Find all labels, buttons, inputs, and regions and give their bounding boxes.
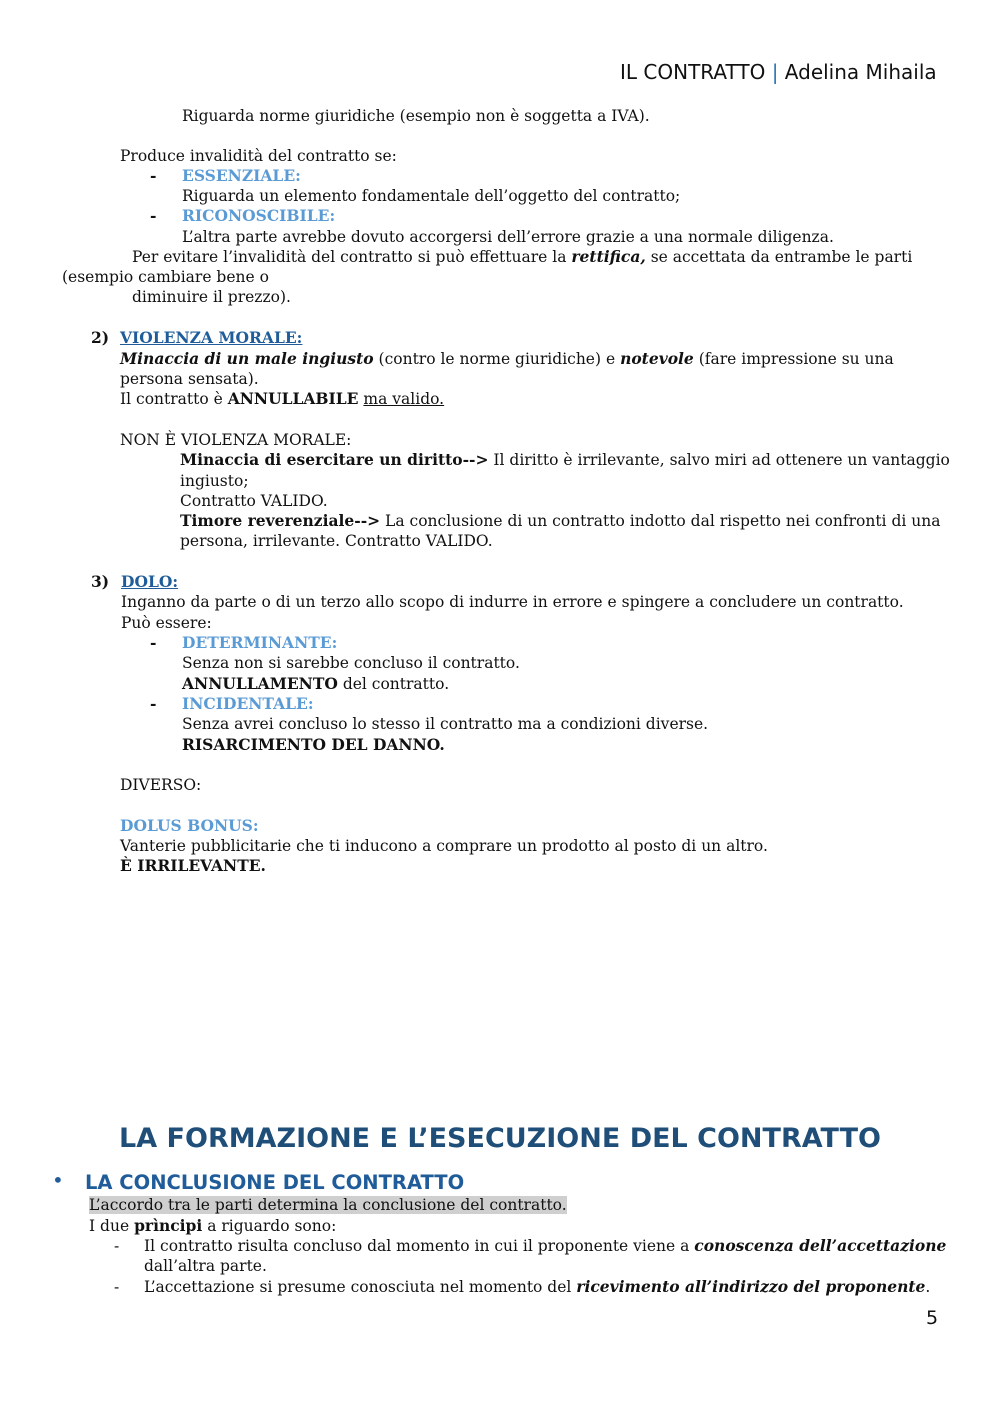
violenza-title: VIOLENZA MORALE:: [120, 328, 303, 347]
principle-text: L’accettazione si presume conosciuta nel momento del: [144, 1278, 577, 1296]
rettifica-line-2: (esempio cambiare bene o: [62, 268, 269, 286]
section-subtitle: LA CONCLUSIONE DEL CONTRATTO: [85, 1171, 465, 1194]
violenza-text: (fare impressione su una: [693, 350, 894, 368]
non-violenza-item-2-cont: persona, irrilevante. Contratto VALIDO.: [180, 532, 493, 550]
item-text: La conclusione di un contratto indotto dal rispetto nei confronti di una: [380, 512, 941, 530]
violenza-text: Il contratto è: [120, 390, 228, 408]
determinante-text: Senza non si sarebbe concluso il contratto.: [182, 654, 520, 672]
violenza-line-1: [120, 349, 894, 369]
ma-valido: ma valido.: [363, 390, 445, 408]
dolo-number: 3): [91, 572, 110, 591]
rettifica-line-3: diminuire il prezzo).: [132, 288, 291, 306]
principle-1-cont: dall’altra parte.: [144, 1257, 267, 1275]
violenza-text: (contro le norme giuridiche) e: [373, 350, 621, 368]
dash-marker: -: [150, 633, 157, 652]
timore-reverenziale: Timore reverenziale-->: [180, 511, 381, 530]
violenza-number: 2): [91, 328, 110, 347]
dash-marker: -: [150, 694, 157, 713]
header-author: Adelina Mihaila: [784, 60, 937, 84]
non-violenza-title: NON È VIOLENZA MORALE:: [120, 431, 352, 449]
rettifica-post: se accettata da entrambe le parti: [645, 248, 913, 266]
dolus-bonus-text: Vanterie pubblicitarie che ti inducono a comprare un prodotto al posto di un altro.: [120, 837, 768, 855]
male-ingiusto: Minaccia di un male ingiusto: [120, 349, 374, 368]
non-violenza-item-1-cont: ingiusto;: [180, 472, 249, 490]
produce-line: Produce invalidità del contratto se:: [120, 147, 397, 165]
principi-line: [89, 1216, 336, 1236]
list-dash: -: [114, 1278, 120, 1296]
accordo-highlight: L’accordo tra le parti determina la conclusione del contratto.: [89, 1196, 567, 1214]
essenziale-text: Riguarda un elemento fondamentale dell’oggetto del contratto;: [182, 187, 681, 205]
conoscenza-accettazione: conoscenza dell’accettazione: [694, 1236, 947, 1255]
non-violenza-item-1-valid: Contratto VALIDO.: [180, 492, 328, 510]
effect-text: del contratto.: [337, 675, 450, 693]
principle-text: Il contratto risulta concluso dal momento in cui il proponente viene a: [144, 1237, 695, 1255]
list-dash: -: [114, 1237, 120, 1255]
annullabile: ANNULLABILE: [227, 389, 359, 408]
annullamento: ANNULLAMENTO: [182, 674, 338, 693]
incidentale-effect: RISARCIMENTO DEL DANNO.: [182, 735, 445, 754]
rettifica-pre: Per evitare l’invalidità del contratto si può effettuare la: [132, 248, 572, 266]
header-separator: |: [771, 60, 779, 84]
principle-text: .: [925, 1278, 931, 1296]
violenza-line-2: persona sensata).: [120, 370, 259, 388]
bullet-icon: •: [52, 1168, 64, 1192]
ricevimento-indirizzo: ricevimento all’indirizzo del proponente: [576, 1277, 926, 1296]
non-violenza-item-1: [180, 450, 950, 470]
running-header: [620, 60, 937, 84]
dolo-definition: Inganno da parte o di un terzo allo scopo di indurre in errore e spingere a concludere un contratto.: [121, 593, 904, 611]
principi-word: prìncipi: [134, 1216, 203, 1235]
diverso: DIVERSO:: [120, 776, 202, 794]
section-title: LA FORMAZIONE E L’ESECUZIONE DEL CONTRATTO: [119, 1123, 881, 1154]
principi-text: a riguardo sono:: [202, 1217, 337, 1235]
non-violenza-item-2: [180, 511, 940, 531]
rettifica-line: [132, 247, 912, 267]
notevole: notevole: [620, 349, 694, 368]
iva-line: Riguarda norme giuridiche (esempio non è soggetta a IVA).: [182, 107, 650, 125]
dash-marker: -: [150, 206, 157, 225]
principle-1: [144, 1236, 946, 1256]
dolus-bonus-effect: È IRRILEVANTE.: [120, 856, 266, 875]
incidentale-label: INCIDENTALE:: [182, 694, 314, 713]
riconoscibile-label: RICONOSCIBILE:: [182, 206, 336, 225]
page-number: 5: [926, 1307, 939, 1329]
dash-marker: -: [150, 166, 157, 185]
determinante-effect: [182, 674, 449, 694]
dolo-title: DOLO:: [121, 572, 179, 591]
determinante-label: DETERMINANTE:: [182, 633, 338, 652]
principi-text: I due: [89, 1217, 135, 1235]
header-title: IL CONTRATTO: [620, 60, 766, 84]
incidentale-text: Senza avrei concluso lo stesso il contratto ma a condizioni diverse.: [182, 715, 709, 733]
minaccia-diritto: Minaccia di esercitare un diritto-->: [180, 450, 489, 469]
essenziale-label: ESSENZIALE:: [182, 166, 301, 185]
principle-2: [144, 1277, 930, 1297]
item-text: Il diritto è irrilevante, salvo miri ad ottenere un vantaggio: [488, 451, 950, 469]
dolus-bonus-label: DOLUS BONUS:: [120, 816, 259, 835]
riconoscibile-text: L’altra parte avrebbe dovuto accorgersi dell’errore grazie a una normale diligenza.: [182, 228, 834, 246]
dolo-puo: Può essere:: [121, 614, 212, 632]
accordo-line: [89, 1195, 567, 1215]
rettifica-word: rettifica,: [571, 247, 646, 266]
violenza-line-3: [120, 389, 444, 409]
